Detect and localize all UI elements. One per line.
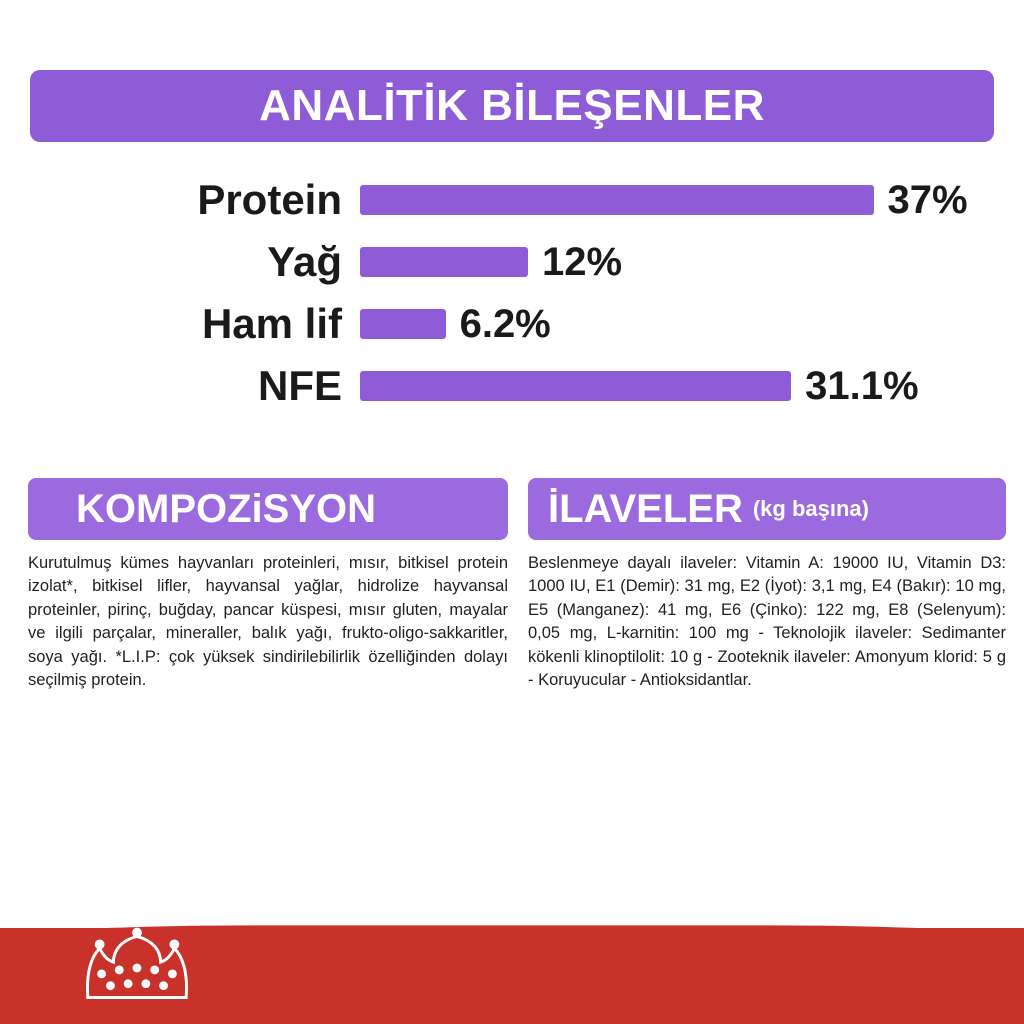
composition-title: KOMPOZiSYON [76, 487, 377, 531]
royal-crown-icon [78, 926, 196, 1006]
bar-category-label: Ham lif [201, 300, 342, 347]
composition-text: Kurutulmuş kümes hayvanları proteinleri, mısır, bitkisel protein izolat*, bitkisel lifler, hayvansal yağlar, hidrolize hayvansal proteinler, pirinç, buğday, pancar küspesi, mısır gluten, mayalar ve ilgili parçalar, mineraller, balık yağı, frukto-oligo-sakkaritler, soya yağı. *L.I.P: çok yüksek sindirilebilirlik özelliğinden dolayı seçilmiş protein. [28, 554, 508, 690]
bar-value-label: 6.2% [459, 302, 551, 346]
composition-panel [28, 478, 508, 693]
bar-fill [360, 185, 874, 215]
bar-track [360, 170, 994, 230]
bar-category-label: NFE [258, 362, 342, 409]
bar-value-label: 37% [887, 178, 968, 222]
bar-fill [360, 247, 528, 277]
analytical-components-chart [30, 170, 994, 435]
composition-header [28, 478, 508, 540]
bar-category-label: Protein [197, 176, 342, 223]
bar-track [360, 294, 994, 354]
bar-track [360, 356, 994, 416]
analytical-components-banner [30, 70, 994, 142]
additives-title: İLAVELER [548, 487, 743, 531]
bar-value-label: 12% [542, 240, 623, 284]
composition-body [28, 552, 508, 693]
bar-fill [360, 309, 446, 339]
bar-track [360, 232, 994, 292]
chart-row [30, 232, 994, 292]
chart-row [30, 170, 994, 230]
additives-subtitle: (kg başına) [752, 496, 869, 521]
bar-category-label: Yağ [267, 238, 342, 285]
bar-value-label: 31.1% [805, 364, 919, 408]
additives-body [528, 552, 1006, 693]
additives-header [528, 478, 1006, 540]
page-title: ANALİTİK BİLEŞENLER [259, 81, 765, 130]
additives-panel [528, 478, 1006, 693]
chart-row [30, 356, 994, 416]
chart-row [30, 294, 994, 354]
footer-band [0, 928, 1024, 1024]
additives-text: Beslenmeye dayalı ilaveler: Vitamin A: 19000 IU, Vitamin D3: 1000 IU, E1 (Demir): 31 mg, E2 (İyot): 3,1 mg, E4 (Bakır): 10 mg, E5 (Manganez): 41 mg, E6 (Çinko): 122 mg, E8 (Selenyum): 0,05 mg, L-karnitin: 100 mg - Teknolojik ilaveler: Sedimanter kökenli klinoptilolit: 10 g - Zooteknik ilaveler: Amonyum klorid: 5 g - Koruyucular - Antioksidantlar. [528, 554, 1006, 690]
bar-fill [360, 371, 791, 401]
